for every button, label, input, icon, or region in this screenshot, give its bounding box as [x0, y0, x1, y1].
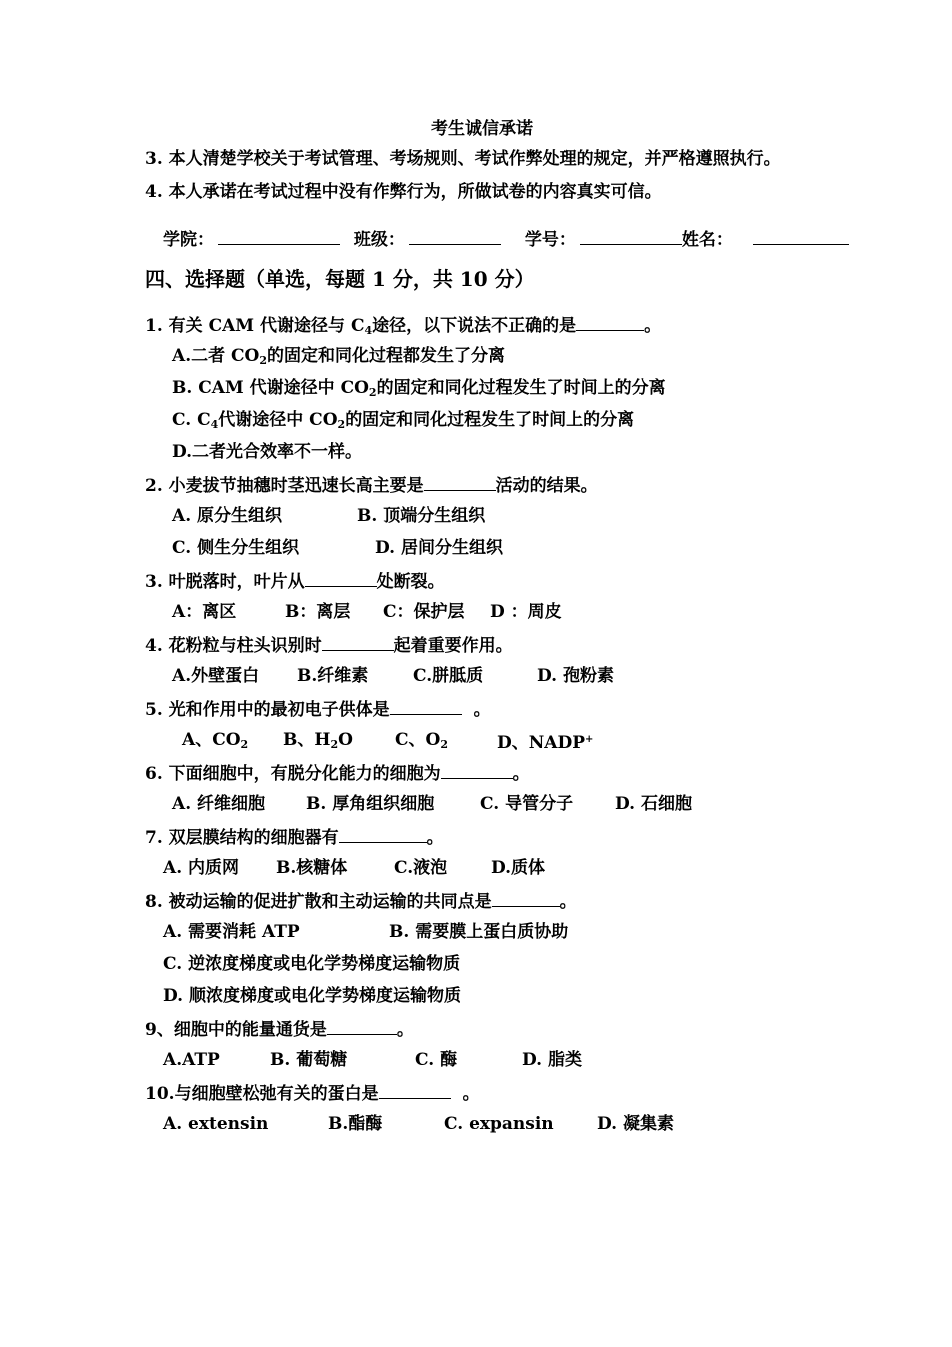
- question-3-stem: [145, 568, 445, 594]
- q7-option-d[interactable]: D.质体: [491, 858, 546, 878]
- question-5-stem: [145, 696, 491, 722]
- pledge-title: 考生诚信承诺: [431, 119, 533, 139]
- q10-stem-text-2: 。: [462, 1084, 480, 1104]
- college-label: 学院：: [163, 230, 214, 250]
- q7-stem-text: 7. 双层膜结构的细胞器有: [145, 828, 339, 848]
- q8-stem-text-2: 。: [559, 892, 577, 912]
- q8-option-c[interactable]: C. 逆浓度梯度或电化学势梯度运输物质: [163, 954, 461, 974]
- q1-opt-c-text: C. C: [172, 410, 211, 430]
- q1-opt-c-text-2: 代谢途径中 CO: [218, 410, 338, 430]
- q6-answer-blank[interactable]: [441, 760, 513, 779]
- q8-option-d[interactable]: D. 顺浓度梯度或电化学势梯度运输物质: [163, 986, 461, 1006]
- q8-option-a[interactable]: A. 需要消耗 ATP: [163, 922, 300, 942]
- q4-option-c[interactable]: C.胼胝质: [413, 666, 484, 686]
- q10-stem-text: 10.与细胞壁松弛有关的蛋白是: [145, 1084, 379, 1104]
- q5-opt-b-text: B、H: [283, 730, 331, 750]
- q5-opt-b-sub: 2: [330, 738, 339, 751]
- q5-opt-c-sub: 2: [440, 738, 448, 751]
- q6-option-a[interactable]: A. 纤维细胞: [172, 794, 266, 814]
- question-4-stem: [145, 632, 513, 658]
- q1-opt-c-sub: 4: [210, 418, 219, 431]
- q1-opt-a-sub: 2: [259, 354, 268, 367]
- q1-stem-text-2: 途径，以下说法不正确的是: [372, 316, 577, 336]
- q5-opt-c-text: C、O: [395, 730, 441, 750]
- q6-option-b[interactable]: B. 厚角组织细胞: [306, 794, 435, 814]
- q5-opt-d-text: D、NADP: [497, 733, 585, 753]
- q5-option-a[interactable]: [182, 728, 248, 757]
- q7-option-a[interactable]: A. 内质网: [163, 858, 240, 878]
- q7-answer-blank[interactable]: [339, 824, 427, 843]
- q1-option-a[interactable]: [172, 344, 505, 373]
- q2-answer-blank[interactable]: [424, 472, 496, 491]
- section-title: 四、选择题（单选，每题 1 分，共 10 分）: [145, 267, 535, 291]
- q3-answer-blank[interactable]: [305, 568, 377, 587]
- q3-option-c[interactable]: C：保护层: [383, 602, 465, 622]
- q6-stem-text: 6. 下面细胞中，有脱分化能力的细胞为: [145, 764, 441, 784]
- student-no-label: 学号：: [524, 230, 576, 250]
- q4-option-d[interactable]: D. 孢粉素: [537, 666, 614, 686]
- q8-answer-blank[interactable]: [492, 888, 560, 907]
- name-blank[interactable]: [753, 226, 849, 245]
- q9-answer-blank[interactable]: [327, 1016, 397, 1035]
- q10-option-d[interactable]: D. 凝集素: [597, 1114, 674, 1134]
- pledge-item-4: 4. 本人承诺在考试过程中没有作弊行为，所做试卷的内容真实可信。: [145, 182, 662, 202]
- q5-opt-b-text-2: O: [338, 730, 353, 750]
- q1-option-d[interactable]: D.二者光合效率不一样。: [172, 442, 363, 462]
- q7-option-c[interactable]: C.液泡: [394, 858, 448, 878]
- question-10-stem: [145, 1080, 480, 1106]
- question-2-stem: [145, 472, 598, 498]
- q1-opt-c-text-3: 的固定和同化过程发生了时间上的分离: [345, 410, 635, 430]
- q5-opt-a-text: A、CO: [182, 730, 241, 750]
- question-7-stem: [145, 824, 444, 850]
- q4-stem-text: 4. 花粉粒与柱头识别时: [145, 636, 322, 656]
- q9-option-c[interactable]: C. 酶: [415, 1050, 458, 1070]
- q2-option-c[interactable]: C. 侧生分生组织: [172, 538, 300, 558]
- q7-stem-text-2: 。: [426, 828, 444, 848]
- q3-stem-text-2: 处断裂。: [376, 572, 445, 592]
- q9-option-a[interactable]: A.ATP: [163, 1050, 220, 1070]
- q6-option-d[interactable]: D. 石细胞: [615, 794, 692, 814]
- q1-stem-end: 。: [644, 316, 662, 336]
- q9-stem-text: 9、细胞中的能量通货是: [145, 1020, 327, 1040]
- q4-option-a[interactable]: A.外壁蛋白: [172, 666, 260, 686]
- q1-opt-a-text: A.二者 CO: [172, 346, 260, 366]
- q3-option-a[interactable]: A：离区: [172, 602, 237, 622]
- q5-opt-d-sup: +: [585, 734, 594, 745]
- class-blank[interactable]: [409, 226, 501, 245]
- q1-answer-blank[interactable]: [576, 312, 644, 331]
- q1-option-b[interactable]: [172, 376, 666, 405]
- q5-opt-a-sub: 2: [240, 738, 249, 751]
- q5-answer-blank[interactable]: [390, 696, 462, 715]
- q9-stem-text-2: 。: [396, 1020, 414, 1040]
- question-6-stem: [145, 760, 530, 786]
- name-label: 姓名：: [681, 230, 733, 250]
- q3-stem-text: 3. 叶脱落时，叶片从: [145, 572, 305, 592]
- q10-option-c[interactable]: C. expansin: [444, 1114, 554, 1134]
- q2-option-a[interactable]: A. 原分生组织: [172, 506, 283, 526]
- q9-option-b[interactable]: B. 葡萄糖: [270, 1050, 348, 1070]
- q1-opt-b-text-2: 的固定和同化过程发生了时间上的分离: [376, 378, 666, 398]
- student-no-blank[interactable]: [580, 226, 682, 245]
- question-1-stem: [145, 312, 661, 343]
- q8-option-b[interactable]: B. 需要膜上蛋白质协助: [389, 922, 569, 942]
- q2-stem-text: 2. 小麦拔节抽穗时茎迅速长高主要是: [145, 476, 424, 496]
- q5-option-b[interactable]: [283, 728, 353, 757]
- class-label: 班级：: [353, 230, 405, 250]
- q2-option-b[interactable]: B. 顶端分生组织: [357, 506, 486, 526]
- q1-opt-c-sub-2: 2: [337, 418, 346, 431]
- q3-option-b[interactable]: B：离层: [285, 602, 351, 622]
- q4-stem-text-2: 起着重要作用。: [393, 636, 513, 656]
- q5-option-d[interactable]: [497, 728, 593, 755]
- q7-option-b[interactable]: B.核糖体: [276, 858, 348, 878]
- q6-stem-text-2: 。: [512, 764, 530, 784]
- q5-stem-text: 5. 光和作用中的最初电子供体是: [145, 700, 390, 720]
- q1-opt-b-sub: 2: [368, 386, 377, 399]
- q4-answer-blank[interactable]: [322, 632, 394, 651]
- q4-option-b[interactable]: B.纤维素: [297, 666, 369, 686]
- q1-stem-sub: 4: [364, 324, 373, 337]
- q6-option-c[interactable]: C. 导管分子: [480, 794, 574, 814]
- q5-option-c[interactable]: [395, 728, 448, 757]
- q1-stem-text: 1. 有关 CAM 代谢途径与 C: [145, 316, 365, 336]
- q1-option-c[interactable]: [172, 408, 634, 437]
- q2-option-d[interactable]: D. 居间分生组织: [375, 538, 503, 558]
- college-blank[interactable]: [218, 226, 340, 245]
- q9-option-d[interactable]: D. 脂类: [522, 1050, 582, 1070]
- q2-stem-text-2: 活动的结果。: [495, 476, 598, 496]
- q8-stem-text: 8. 被动运输的促进扩散和主动运输的共同点是: [145, 892, 492, 912]
- q3-option-d[interactable]: D ：周皮: [490, 602, 562, 622]
- q1-opt-b-text: B. CAM 代谢途径中 CO: [172, 378, 369, 398]
- question-8-stem: [145, 888, 577, 914]
- q1-opt-a-text-2: 的固定和同化过程都发生了分离: [267, 346, 506, 366]
- q10-option-a[interactable]: A. extensin: [163, 1114, 269, 1134]
- pledge-item-3: 3. 本人清楚学校关于考试管理、考场规则、考试作弊处理的规定，并严格遵照执行。: [145, 149, 781, 169]
- q5-stem-text-2: 。: [473, 700, 491, 720]
- info-fields-row: [163, 226, 849, 252]
- q10-option-b[interactable]: B.酯酶: [328, 1114, 383, 1134]
- question-9-stem: [145, 1016, 414, 1042]
- q10-answer-blank[interactable]: [379, 1080, 451, 1099]
